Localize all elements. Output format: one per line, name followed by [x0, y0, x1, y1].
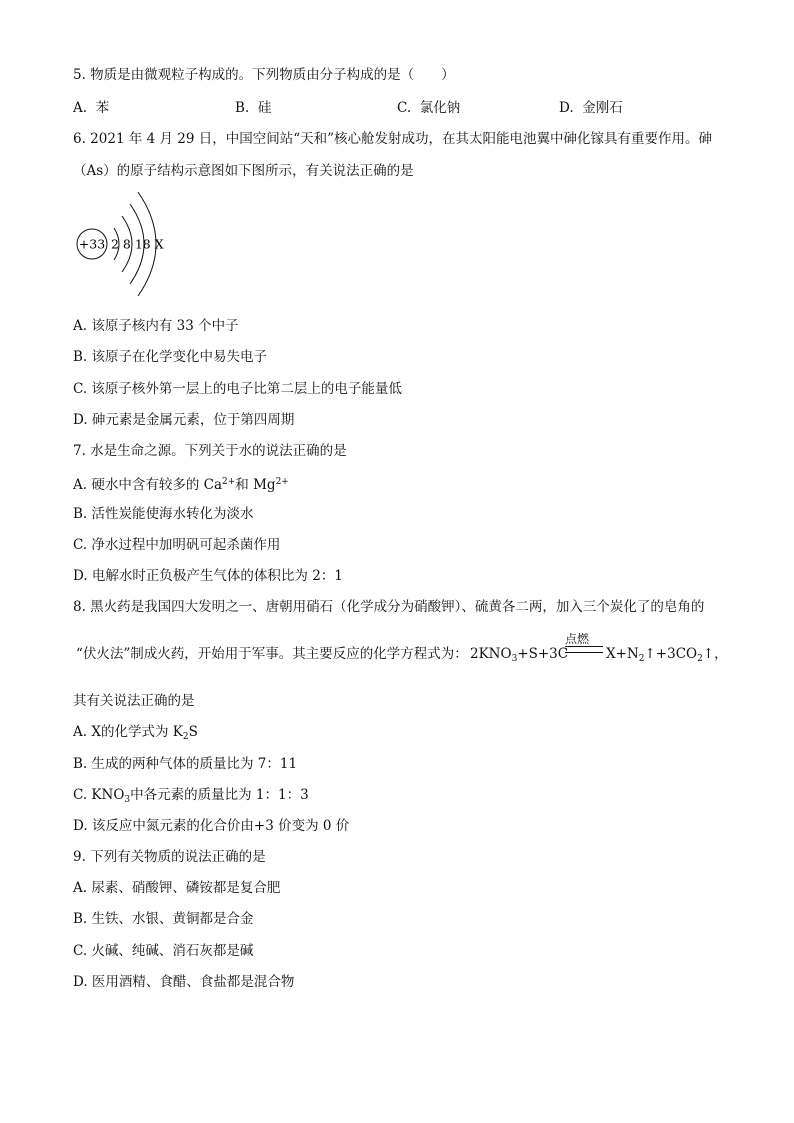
q9-option-a: A. 尿素、硝酸钾、磷铵都是复合肥 [73, 880, 281, 896]
q7-option-b: B. 活性炭能使海水转化为淡水 [73, 506, 254, 522]
q8-stem-line3: 其有关说法正确的是 [73, 693, 195, 709]
q6-option-a: A. 该原子核内有 33 个中子 [73, 318, 239, 334]
q7-option-c: C. 净水过程中加明矾可起杀菌作用 [73, 537, 281, 553]
q5-option-d: D. 金刚石 [559, 100, 623, 116]
equation-left: $2KNO_3+S+3C$ [470, 646, 569, 664]
q5-options [73, 99, 734, 117]
nucleus-charge: +33 [78, 236, 106, 252]
q8-option-c: C. $KNO_3$中各元素的质量比为 1：1：3 [73, 787, 309, 805]
equation-equals-sign [565, 646, 603, 653]
q5-option-a: A. 苯 [73, 100, 110, 116]
q6-option-d: D. 砷元素是金属元素，位于第四周期 [73, 412, 295, 428]
q8-option-d: D. 该反应中氮元素的化合价由+3 价变为 0 价 [73, 818, 350, 834]
q8-stem-line2: “伏火法”制成火药，开始用于军事。其主要反应的化学方程式为： [76, 646, 468, 662]
q7-option-a: A. 硬水中含有较多的 $Ca^{2+}$和 $Mg^{2+}$ [73, 477, 289, 493]
arsenic-atom-diagram [72, 188, 172, 300]
shell-electron-counts: 2 8 18 X [111, 236, 164, 252]
q5-option-c: C. 氯化钠 [397, 100, 461, 116]
q8-option-b: B. 生成的两种气体的质量比为 7：11 [73, 756, 298, 772]
q9-option-b: B. 生铁、水银、黄铜都是合金 [73, 911, 254, 927]
q6-stem-line1: 6. 2021 年 4 月 29 日，中国空间站“天和”核心舱发射成功，在其太阳能电池翼中砷化镓具有重要作用。砷 [73, 131, 713, 147]
q7-stem: 7. 水是生命之源。下列关于水的说法正确的是 [73, 443, 347, 459]
q6-stem-line2: （As）的原子结构示意图如下图所示，有关说法正确的是 [73, 163, 414, 179]
reaction-condition: 点燃 [565, 632, 590, 646]
q9-stem: 9. 下列有关物质的说法正确的是 [73, 849, 266, 865]
q9-option-d: D. 医用酒精、食醋、食盐都是混合物 [73, 974, 295, 990]
equation-right: $X+N_2↑+3CO_2↑$， [606, 646, 728, 664]
q5-option-b: B. 硅 [235, 100, 272, 116]
q8-option-a: A. X的化学式为 $K_2S$ [73, 724, 198, 742]
q6-option-b: B. 该原子在化学变化中易失电子 [73, 349, 268, 365]
q6-option-c: C. 该原子核外第一层上的电子比第二层上的电子能量低 [73, 381, 402, 397]
q8-stem-line1: 8. 黑火药是我国四大发明之一、唐朝用硝石（化学成分为硝酸钾）、硫黄各二两，加入三个炭化了的皂角的 [73, 599, 705, 615]
q5-stem: 5. 物质是由微观粒子构成的。下列物质由分子构成的是（ ） [73, 67, 455, 83]
q9-option-c: C. 火碱、纯碱、消石灰都是碱 [73, 943, 254, 959]
q7-option-d: D. 电解水时正负极产生气体的体积比为 2：1 [73, 568, 343, 584]
